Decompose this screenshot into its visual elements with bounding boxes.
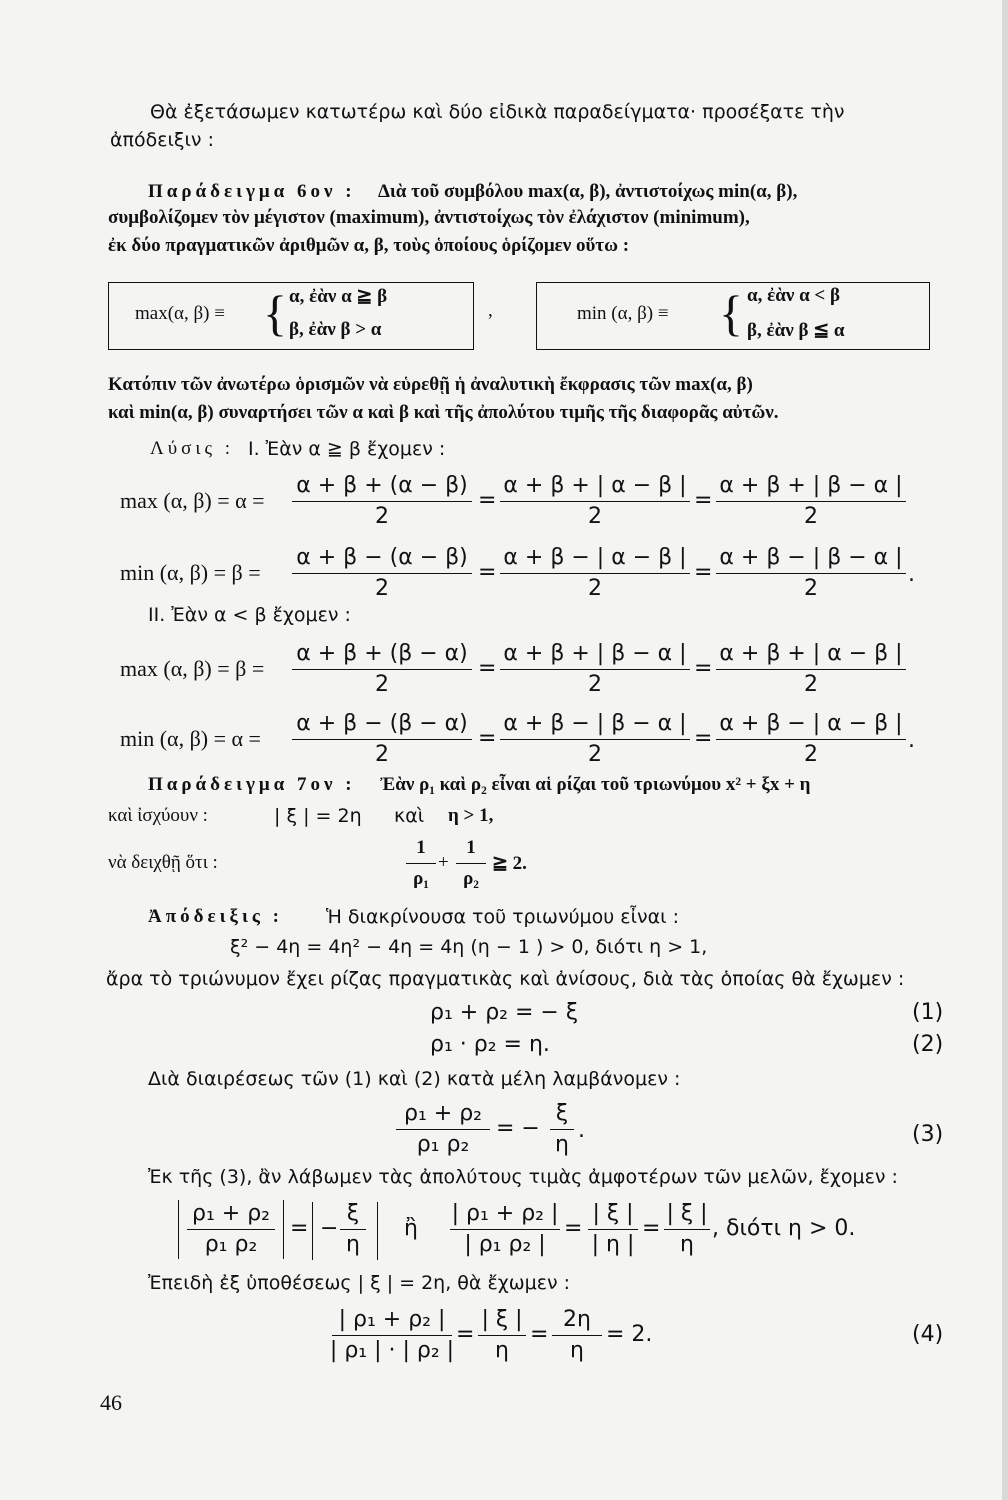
final-end: = 2. (606, 1322, 653, 1347)
eq2-lhs: min (α, β) = β = (120, 560, 261, 585)
example7-label: Παράδειγμα 7ον : (148, 774, 356, 795)
eq4-equals-1: = (478, 726, 497, 751)
task-line-2: καὶ min(α, β) συναρτήσει τῶν α καὶ β καὶ τῆς ἀπολύτου τιμῆς τῆς διαφορᾶς αὐτῶν. (108, 402, 779, 423)
max-case-2: β, ἐὰν β > α (289, 319, 382, 340)
final-frac-3: 2η η (552, 1306, 602, 1365)
abs-or: ἢ (404, 1216, 418, 1241)
eq1-frac-3: α + β + | β − α | 2 (716, 472, 906, 531)
page-edge-shadow (1002, 0, 1008, 1500)
eq3-frac-3: α + β + | α − β | 2 (716, 640, 906, 699)
example7-show-lead: νὰ δειχθῇ ὅτι : (108, 852, 218, 873)
proof-eq-2: ρ₁ · ρ₂ = η. (430, 1032, 550, 1057)
eq1-lhs: max (α, β) = α = (120, 488, 265, 513)
eq3-period: . (578, 1118, 585, 1143)
min-brace: { (719, 285, 743, 341)
eq3-mid: = − (496, 1116, 540, 1141)
min-case-2: β, ἐὰν β ≦ α (747, 320, 845, 341)
eq2-frac-1: α + β − (α − β) 2 (292, 544, 472, 603)
solution-case-1: I. Ἐὰν α ≧ β ἔχομεν : (248, 438, 446, 460)
eq3-rhs-frac: ξ η (550, 1100, 574, 1159)
abs-equals-3: = (642, 1216, 661, 1241)
example7-line-1: Ἐὰν ρ₁ καὶ ρ₂ εἶναι αἱ ρίζαι τοῦ τριωνύμου x² + ξx + η (380, 774, 811, 795)
proof-line-3: Διὰ διαιρέσεως τῶν (1) καὶ (2) κατὰ μέλη λαμβάνομεν : (148, 1068, 681, 1090)
eq3-equals-2: = (694, 656, 713, 681)
abs-frac-1: ρ₁ + ρ₂ ρ₁ ρ₂ (178, 1200, 284, 1259)
definition-separator: , (488, 300, 493, 321)
proof-line-5: Ἐπειδὴ ἐξ ὑποθέσεως | ξ | = 2η, θὰ ἔχωμεν : (148, 1272, 571, 1294)
example6-label: Παράδειγμα 6ον : (148, 181, 356, 202)
min-case-1: α, ἐὰν α < β (747, 285, 841, 306)
eq3-number: (3) (912, 1122, 944, 1147)
solution-case-2: II. Ἐὰν α < β ἔχομεν : (148, 604, 351, 626)
abs-equals-2: = (564, 1216, 583, 1241)
proof-line-1: Ἡ διακρίνουσα τοῦ τριωνύμου εἶναι : (326, 906, 680, 928)
eq4-frac-3: α + β − | α − β | 2 (716, 710, 906, 769)
example6-line-2: συμβολίζομεν τὸν μέγιστον (maximum), ἀντιστοίχως τὸν ἐλάχιστον (minimum), (108, 207, 750, 228)
eq4-frac-1: α + β − (β − α) 2 (292, 710, 472, 769)
final-frac-2: | ξ | η (478, 1306, 526, 1365)
proof-eq-1-number: (1) (912, 1000, 944, 1025)
proof-discriminant: ξ² − 4η = 4η² − 4η = 4η (η − 1 ) > 0, διότι η > 1, (230, 936, 708, 958)
eq1-equals-2: = (694, 488, 713, 513)
final-eq-number: (4) (912, 1322, 944, 1347)
abs-frac-3: | ξ | | η | (588, 1200, 638, 1259)
task-line-1: Κατόπιν τῶν ἀνωτέρω ὁρισμῶν νὰ εὑρεθῇ ἡ ἀναλυτικὴ ἔκφρασις τῶν max(α, β) (108, 374, 753, 395)
eq1-frac-1: α + β + (α − β) 2 (292, 472, 472, 531)
max-definition-box (108, 282, 474, 350)
eq4-period: . (908, 728, 915, 753)
proof-eq-1: ρ₁ + ρ₂ = − ξ (430, 1000, 579, 1025)
example6-line-3: ἐκ δύο πραγματικῶν ἀριθμῶν α, β, τοὺς ὁποίους ὁρίζομεν οὕτω : (108, 235, 630, 256)
proof-label: Ἀπόδειξις : (148, 906, 283, 927)
eq3-lhs-frac: ρ₁ + ρ₂ ρ₁ ρ₂ (396, 1100, 490, 1159)
proof-line-2: ἄρα τὸ τριώνυμον ἔχει ρίζας πραγματικὰς καὶ ἀνίσους, διὰ τὰς ὁποίας θὰ ἔχωμεν : (106, 968, 905, 990)
eq4-frac-2: α + β − | β − α | 2 (500, 710, 690, 769)
intro-line-1: Θὰ ἐξετάσωμεν κατωτέρω καὶ δύο εἰδικὰ παραδείγματα· προσέξατε τὴν (150, 101, 845, 123)
proof-line-4: Ἐκ τῆς (3), ἂν λάβωμεν τὰς ἀπολύτους τιμὰς ἀμφοτέρων τῶν μελῶν, ἔχομεν : (148, 1166, 898, 1188)
eq3-frac-2: α + β + | β − α | 2 (500, 640, 690, 699)
page-number: 46 (100, 1390, 122, 1415)
eq2-equals-1: = (478, 560, 497, 585)
show-frac-2: 1 ρ₂ (456, 834, 486, 893)
example7-cond-and: καὶ (394, 805, 425, 827)
final-frac-1: | ρ₁ + ρ₂ | | ρ₁ | · | ρ₂ | (329, 1307, 455, 1363)
example6-line-1: Διὰ τοῦ συμβόλου max(α, β), ἀντιστοίχως min(α, β), (378, 181, 798, 202)
example7-cond-lead: καὶ ἰσχύουν : (108, 805, 208, 826)
show-plus: + (438, 852, 449, 873)
eq4-lhs: min (α, β) = α = (120, 726, 261, 751)
min-def-lhs: min (α, β) ≡ (577, 303, 669, 324)
solution-label: Λύσις : (150, 438, 235, 459)
final-equals-2: = (530, 1322, 549, 1347)
eq3-frac-1: α + β + (β − α) 2 (292, 640, 472, 699)
show-end: ≧ 2. (492, 853, 527, 874)
intro-line-2: ἀπόδειξιν : (110, 129, 214, 151)
abs-frac-4: | ξ | η (664, 1200, 710, 1259)
max-case-1: α, ἐὰν α ≧ β (289, 286, 388, 307)
proof-eq-2-number: (2) (912, 1032, 944, 1057)
eq2-frac-3: α + β − | β − α | 2 (716, 544, 906, 603)
show-frac-1: 1 ρ₁ (406, 834, 436, 893)
abs-frac-2: | ρ₁ + ρ₂ | | ρ₁ ρ₂ | (451, 1201, 559, 1257)
eq2-period: . (908, 562, 915, 587)
eq4-equals-2: = (694, 726, 713, 751)
max-brace: { (263, 285, 287, 341)
eq2-frac-2: α + β − | α − β | 2 (500, 544, 690, 603)
max-def-lhs: max(α, β) ≡ (135, 303, 225, 324)
eq2-equals-2: = (694, 560, 713, 585)
eq1-equals-1: = (478, 488, 497, 513)
eq1-frac-2: α + β + | α − β | 2 (500, 472, 690, 531)
example7-cond-b: η > 1, (448, 805, 494, 826)
abs-tail: , διότι η > 0. (712, 1216, 856, 1241)
abs-equals-1: = (290, 1216, 309, 1241)
eq3-equals-1: = (478, 656, 497, 681)
abs-frac-xi: ξ η (340, 1200, 366, 1259)
final-equals-1: = (456, 1322, 475, 1347)
example7-cond-a: | ξ | = 2η (274, 805, 362, 827)
min-definition-box (536, 282, 930, 350)
abs-minus: − (320, 1216, 339, 1241)
eq3-lhs: max (α, β) = β = (120, 656, 265, 681)
